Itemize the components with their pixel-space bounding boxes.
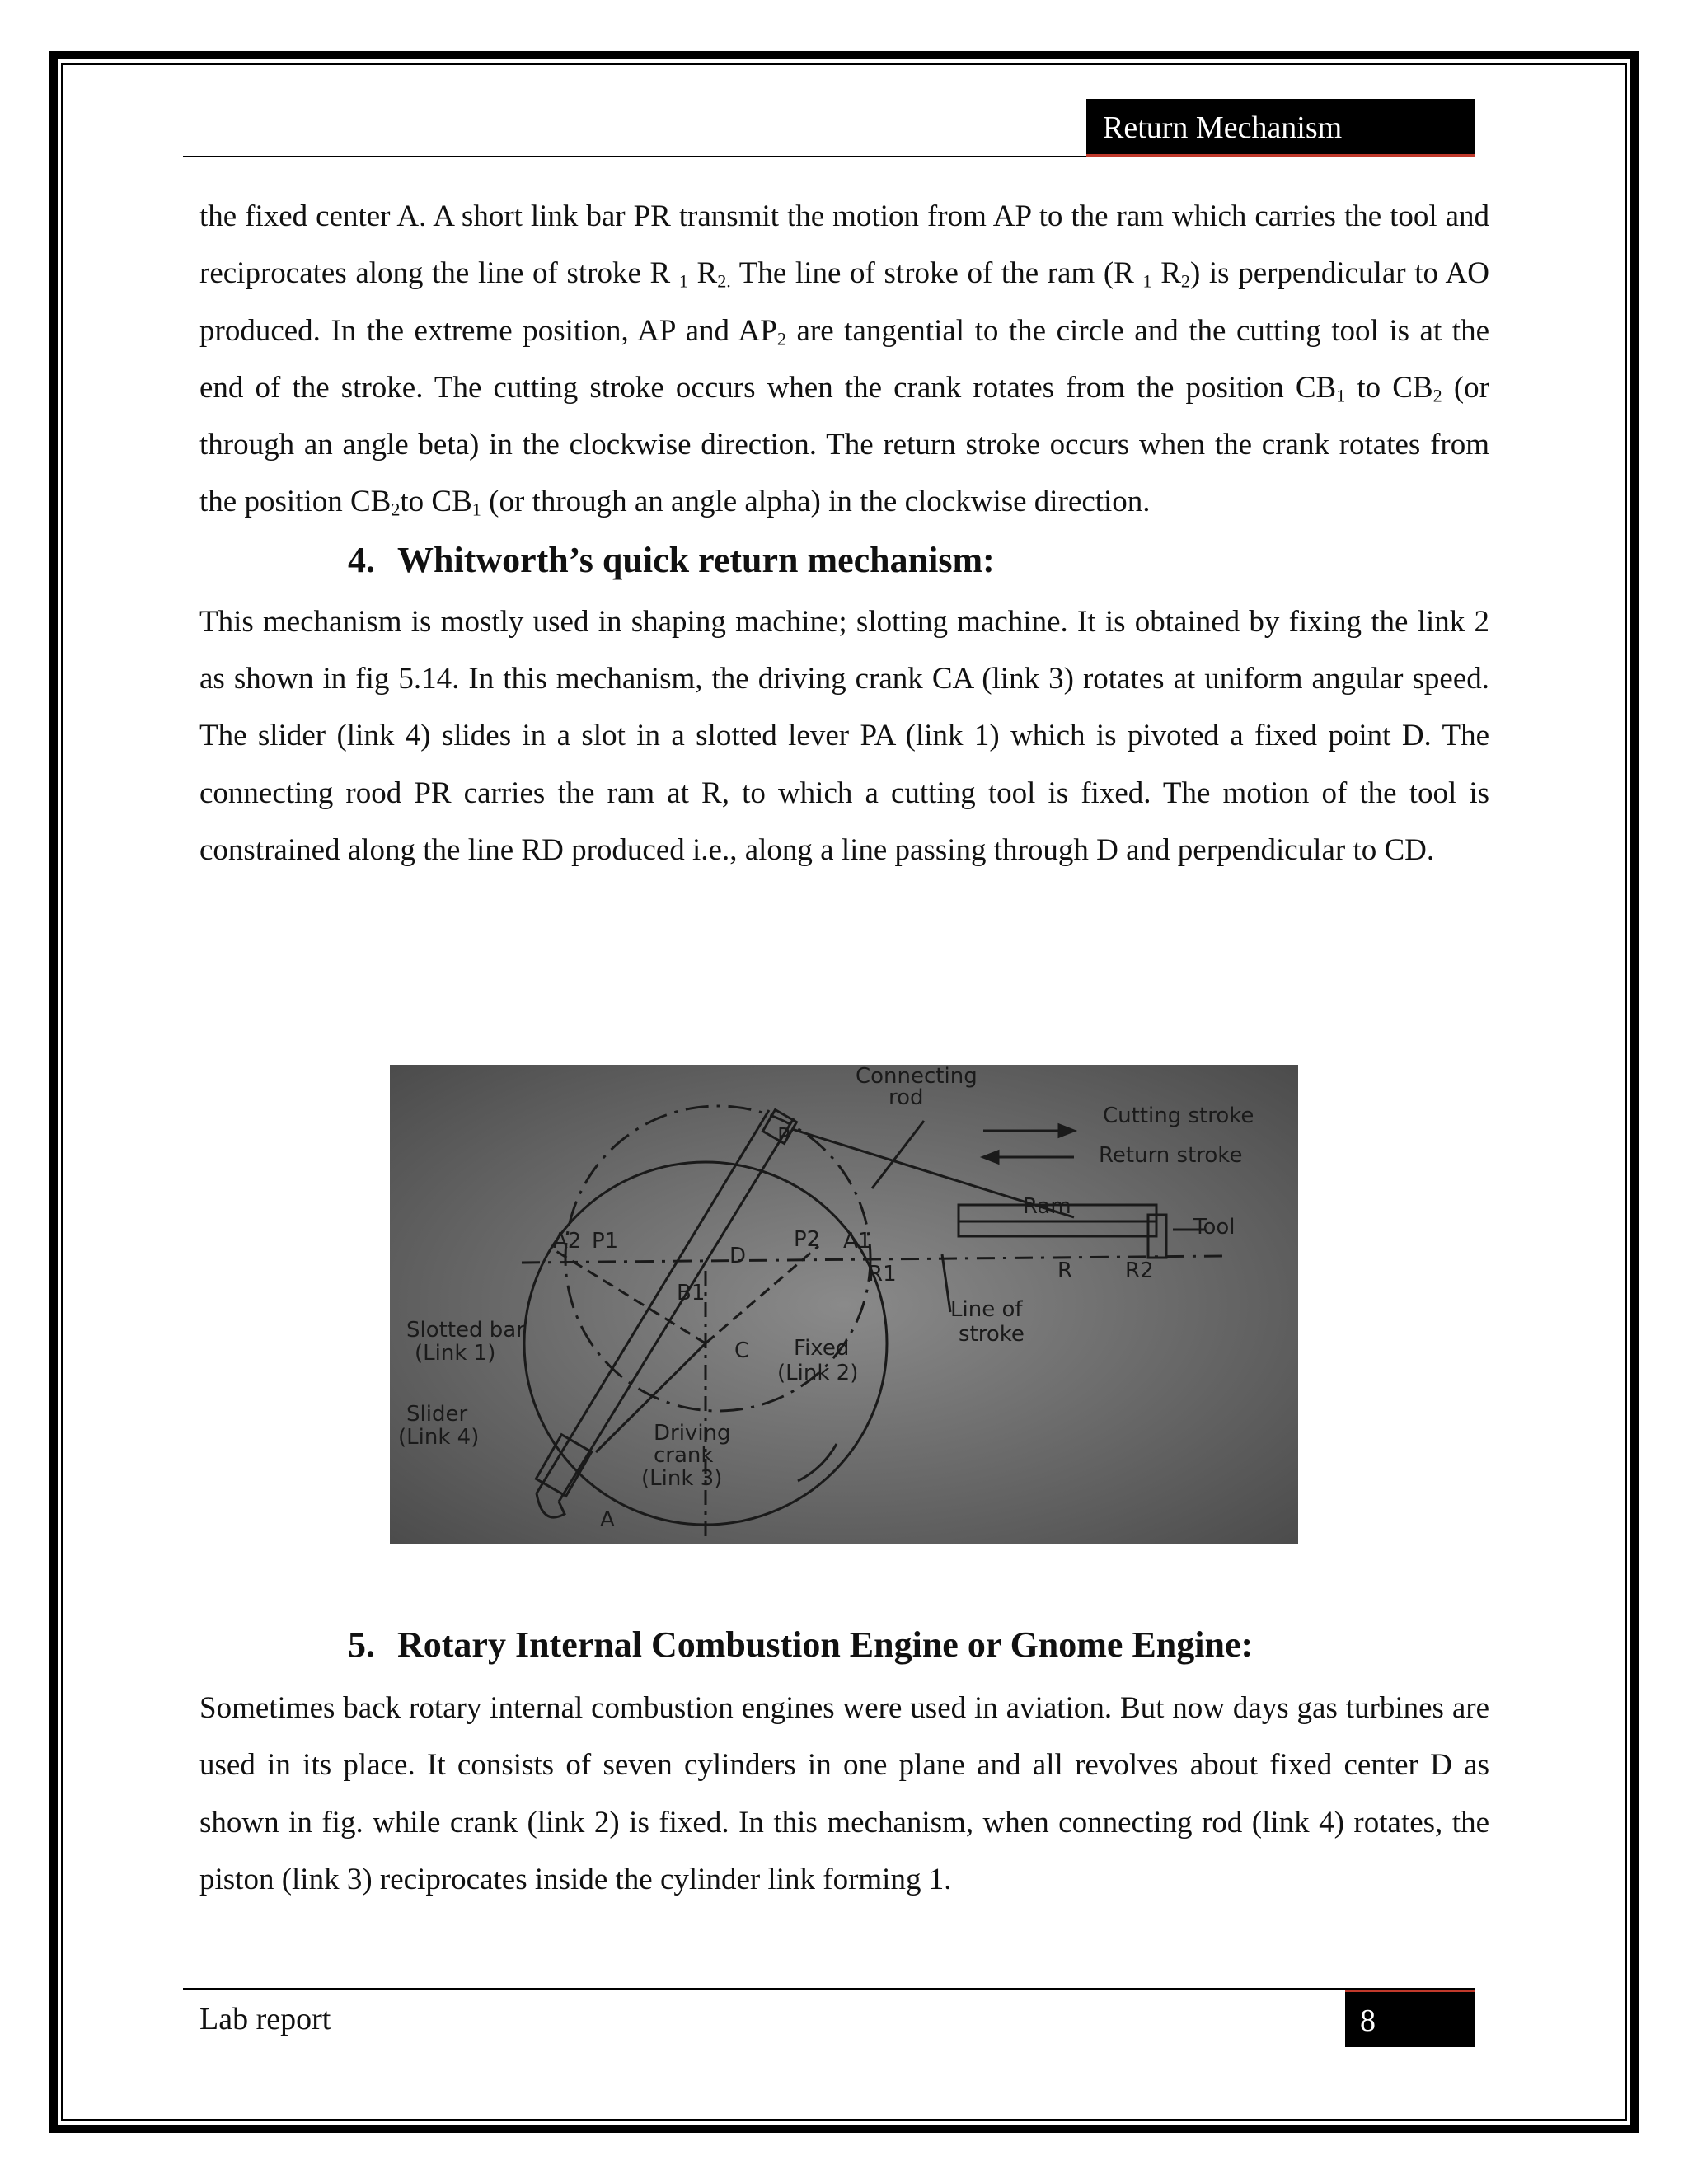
label-tool: Tool [1193, 1215, 1236, 1240]
label-d: D [729, 1244, 747, 1268]
label-p1: P1 [592, 1229, 619, 1254]
label-connecting: Connecting [856, 1065, 978, 1089]
label-a2: A2 [553, 1229, 582, 1254]
section-5-heading: 5. Rotary Internal Combustion Engine or Gnome Engine: [348, 1624, 1254, 1665]
label-r: R [1057, 1258, 1073, 1283]
label-rod: rod [889, 1085, 924, 1110]
label-link1: (Link 1) [415, 1341, 496, 1366]
footer-label: Lab report [199, 2002, 331, 2036]
page-number: 8 [1345, 1990, 1475, 2047]
label-ram: Ram [1023, 1194, 1071, 1219]
section-5-body: Sometimes back rotary internal combustion engines were used in aviation. But now days gas turbines are used in its place. It consists of seven cylinders in one plane and all revolves about fixed center D as shown in fig. while crank (link 2) is fixed. In this mechanism, when connecting rod (link 4) rotates, the piston (link 3) reciprocates inside the cylinder link forming 1. [199, 1691, 1489, 1896]
section-4-heading: 4. Whitworth’s quick return mechanism: [348, 539, 995, 580]
mechanism-diagram [390, 1065, 1298, 1544]
label-c: C [734, 1338, 750, 1363]
label-link3: (Link 3) [641, 1466, 723, 1491]
label-stroke: stroke [959, 1322, 1025, 1347]
label-crank: crank [654, 1443, 714, 1468]
section-5 [199, 1620, 1489, 1908]
whitworth-mechanism-figure [390, 1065, 1298, 1544]
label-link4: (Link 4) [398, 1425, 480, 1450]
main-content [199, 188, 1489, 879]
label-p2: P2 [794, 1227, 821, 1252]
label-slider: Slider [406, 1402, 468, 1427]
label-line-of: Line of [950, 1297, 1023, 1322]
section-4-body: This mechanism is mostly used in shaping machine; slotting machine. It is obtained by fixing the link 2 as shown in fig 5.14. In this mechanism, the driving crank CA (link 3) rotates at uniform angular speed. The slider (link 4) slides in a slot in a slotted lever PA (link 1) which is pivoted a fixed point D. The connecting rood PR carries the ram at R, to which a cutting tool is fixed. The motion of the tool is constrained along the line RD produced i.e., along a line passing through D and perpendicular to CD. [199, 604, 1489, 867]
running-header: Return Mechanism [1086, 99, 1475, 157]
label-b1: B1 [677, 1281, 706, 1305]
label-a1: A1 [843, 1229, 872, 1254]
label-p: P [777, 1124, 790, 1149]
label-cutting-stroke: Cutting stroke [1103, 1104, 1254, 1128]
label-fixed: Fixed [794, 1336, 850, 1361]
label-driving: Driving [654, 1421, 731, 1446]
label-r1: R1 [868, 1262, 897, 1286]
label-link2: (Link 2) [777, 1361, 859, 1385]
label-a: A [600, 1507, 615, 1532]
label-slotted-bar: Slotted bar [406, 1318, 525, 1343]
label-r2: R2 [1125, 1258, 1154, 1283]
intro-paragraph: the fixed center A. A short link bar PR transmit the motion from AP to the ram which carries the tool and reciprocates along the line of stroke R $_1$ $R_{2.}$ The line of stroke of the ram (R $_1$ $R_2$) is perpendicular to AO produced. In the extreme position, AP and $AP_2$ are tangential to the circle and the cutting tool is at the end of the stroke. The cutting stroke occurs when the crank rotates from the position $CB_1$ to $CB_2$ (or through an angle beta) in the clockwise direction. The return stroke occurs when the crank rotates from the position $CB_2to$ $CB_1$ (or through an angle alpha) in the clockwise direction. [199, 199, 1490, 521]
label-return-stroke: Return stroke [1099, 1143, 1243, 1168]
footer-rule [183, 1988, 1475, 1990]
